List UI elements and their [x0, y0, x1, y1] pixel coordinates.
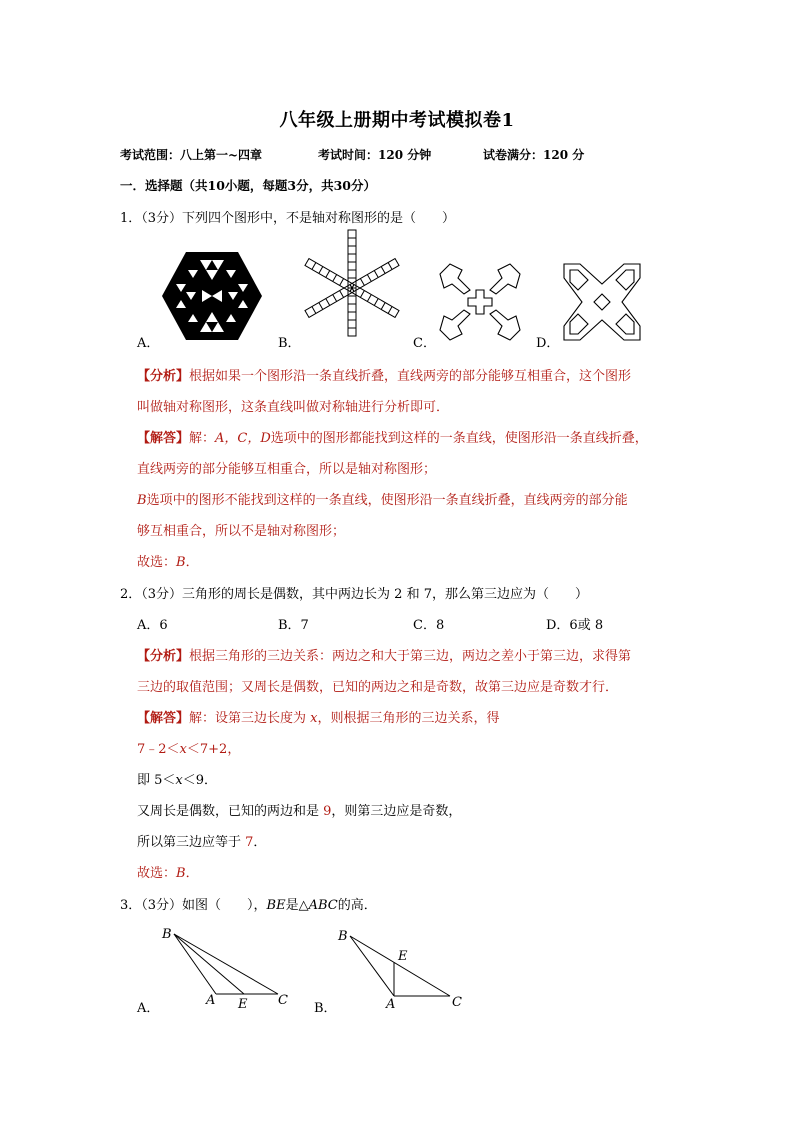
q2-range-left: 即 5＜: [137, 773, 176, 788]
q1-figure-b: [300, 228, 410, 340]
q2-inequality: [137, 738, 240, 757]
q3-stem-be: BE: [266, 898, 286, 913]
q1-option-d: D．: [536, 336, 560, 351]
q1-answer-line-3: [137, 489, 628, 508]
q1-figure-a: [160, 250, 264, 342]
q2-answer-line-1: [137, 707, 500, 726]
q1-answer-text-3: 选项中的图形不能找到这样的一条直线，使图形沿一条直线折叠，直线两旁的部分能: [146, 493, 628, 508]
q2-answer-prefix: 解：设第三边长度为: [189, 711, 311, 726]
q3-figure-b: [338, 926, 468, 1014]
q2-answer-x: x: [310, 711, 318, 726]
q1-answer-prefix: 解：: [189, 431, 216, 446]
q1-stem: 1．（3分）下列四个图形中，不是轴对称图形的是（ ）: [120, 211, 456, 226]
q1-analysis-text-1: 根据如果一个图形沿一条直线折叠，直线两旁的部分能够互相重合，这个图形: [189, 369, 632, 384]
q2-analysis-text-1: 根据三角形的三边关系：两边之和大于第三边，两边之差小于第三边，求得第: [189, 649, 632, 664]
q1-answer-line-4: 够互相重合，所以不是轴对称图形；: [137, 524, 346, 539]
q2-analysis-line-1: [137, 645, 631, 664]
q2-conclusion-value: 7: [245, 835, 254, 850]
q2-answer-text-1: ，则根据三角形的三边关系，得: [317, 711, 500, 726]
q2-parity: [137, 800, 461, 819]
exam-range: 考试范围：八上第一~四章: [120, 148, 263, 162]
exam-score: 试卷满分：120 分: [483, 148, 585, 162]
q1-choose-prefix: 故选：: [137, 555, 177, 570]
q1-analysis-line-2: 叫做轴对称图形，这条直线叫做对称轴进行分析即可．: [137, 400, 450, 415]
q2-ineq-right: ＜7+2，: [186, 742, 241, 757]
q2-choose: [137, 862, 199, 881]
q3-stem-mid: 是△: [285, 898, 309, 913]
q2-parity-prefix: 又周长是偶数，已知的两边和是: [137, 804, 324, 819]
page-title: 八年级上册期中考试模拟卷1: [279, 110, 515, 131]
q2-conclusion: [137, 831, 266, 850]
q3-figure-a: [158, 924, 298, 1014]
q2-parity-suffix: ，则第三边应是奇数，: [331, 804, 462, 819]
q1-option-b: B．: [278, 336, 301, 351]
q3b-label-c: C: [452, 995, 462, 1010]
q2-choose-end: ．: [185, 866, 199, 881]
section-title: 一．选择题（共10小题，每题3分，共30分）: [120, 178, 376, 193]
q2-choose-value: B: [176, 866, 186, 881]
q2-ineq-left: 7﹣2＜: [137, 742, 180, 757]
q1-figure-d: [558, 260, 646, 344]
q3b-label-b: B: [338, 929, 348, 944]
q2-conclusion-prefix: 所以第三边应等于: [137, 835, 246, 850]
q3a-label-a: A: [206, 993, 216, 1008]
q2-ineq-x: x: [179, 742, 187, 757]
q3-stem-end: 的高．: [337, 898, 377, 913]
q3-option-a: A．: [137, 1001, 160, 1016]
q2-option-c: C．8: [413, 618, 445, 633]
q3-stem-prefix: 3．（3分）如图（ ），: [120, 898, 267, 913]
q2-range-x: x: [175, 773, 183, 788]
q3a-label-e: E: [238, 997, 248, 1012]
q1-answer-line-1: [137, 427, 648, 446]
q2-option-d: D．6或 8: [546, 618, 604, 633]
q1-figure-c: [436, 260, 524, 344]
q1-answer-options: A，C，D: [215, 431, 271, 446]
q3-option-b: B．: [314, 1001, 337, 1016]
q3-stem-abc: ABC: [308, 898, 338, 913]
q3a-label-b: B: [162, 927, 172, 942]
q2-parity-sum: 9: [323, 804, 332, 819]
q3b-label-e: E: [398, 949, 408, 964]
q2-range-right: ＜9．: [182, 773, 218, 788]
q1-answer-b: B: [137, 493, 147, 508]
q3a-label-c: C: [278, 993, 288, 1008]
analysis-tag: 【分析】: [137, 369, 190, 384]
answer-tag: 【解答】: [137, 711, 190, 726]
q2-stem: 2．（3分）三角形的周长是偶数，其中两边长为 2 和 7，那么第三边应为（ ）: [120, 587, 588, 602]
q2-choose-prefix: 故选：: [137, 866, 177, 881]
q3b-label-a: A: [386, 997, 396, 1012]
q3-stem: [120, 894, 377, 913]
q2-option-b: B．7: [278, 618, 309, 633]
q2-option-a: A．6: [137, 618, 168, 633]
answer-tag: 【解答】: [137, 431, 190, 446]
q1-choose-end: ．: [185, 555, 199, 570]
q2-analysis-line-2: 三边的取值范围；又周长是偶数，已知的两边之和是奇数，故第三边应是奇数才行．: [137, 680, 619, 695]
q1-answer-line-2: 直线两旁的部分能够互相重合，所以是轴对称图形；: [137, 462, 437, 477]
q2-range: [137, 769, 217, 788]
q1-choose-value: B: [176, 555, 186, 570]
q1-choose: [137, 551, 199, 570]
analysis-tag: 【分析】: [137, 649, 190, 664]
q1-option-a: A．: [137, 336, 160, 351]
q1-option-c: C．: [413, 336, 436, 351]
q1-analysis-line-1: [137, 365, 631, 384]
exam-time: 考试时间：120 分钟: [318, 148, 432, 162]
q2-conclusion-end: ．: [253, 835, 267, 850]
q1-answer-text-1: 选项中的图形都能找到这样的一条直线，使图形沿一条直线折叠，: [270, 431, 648, 446]
